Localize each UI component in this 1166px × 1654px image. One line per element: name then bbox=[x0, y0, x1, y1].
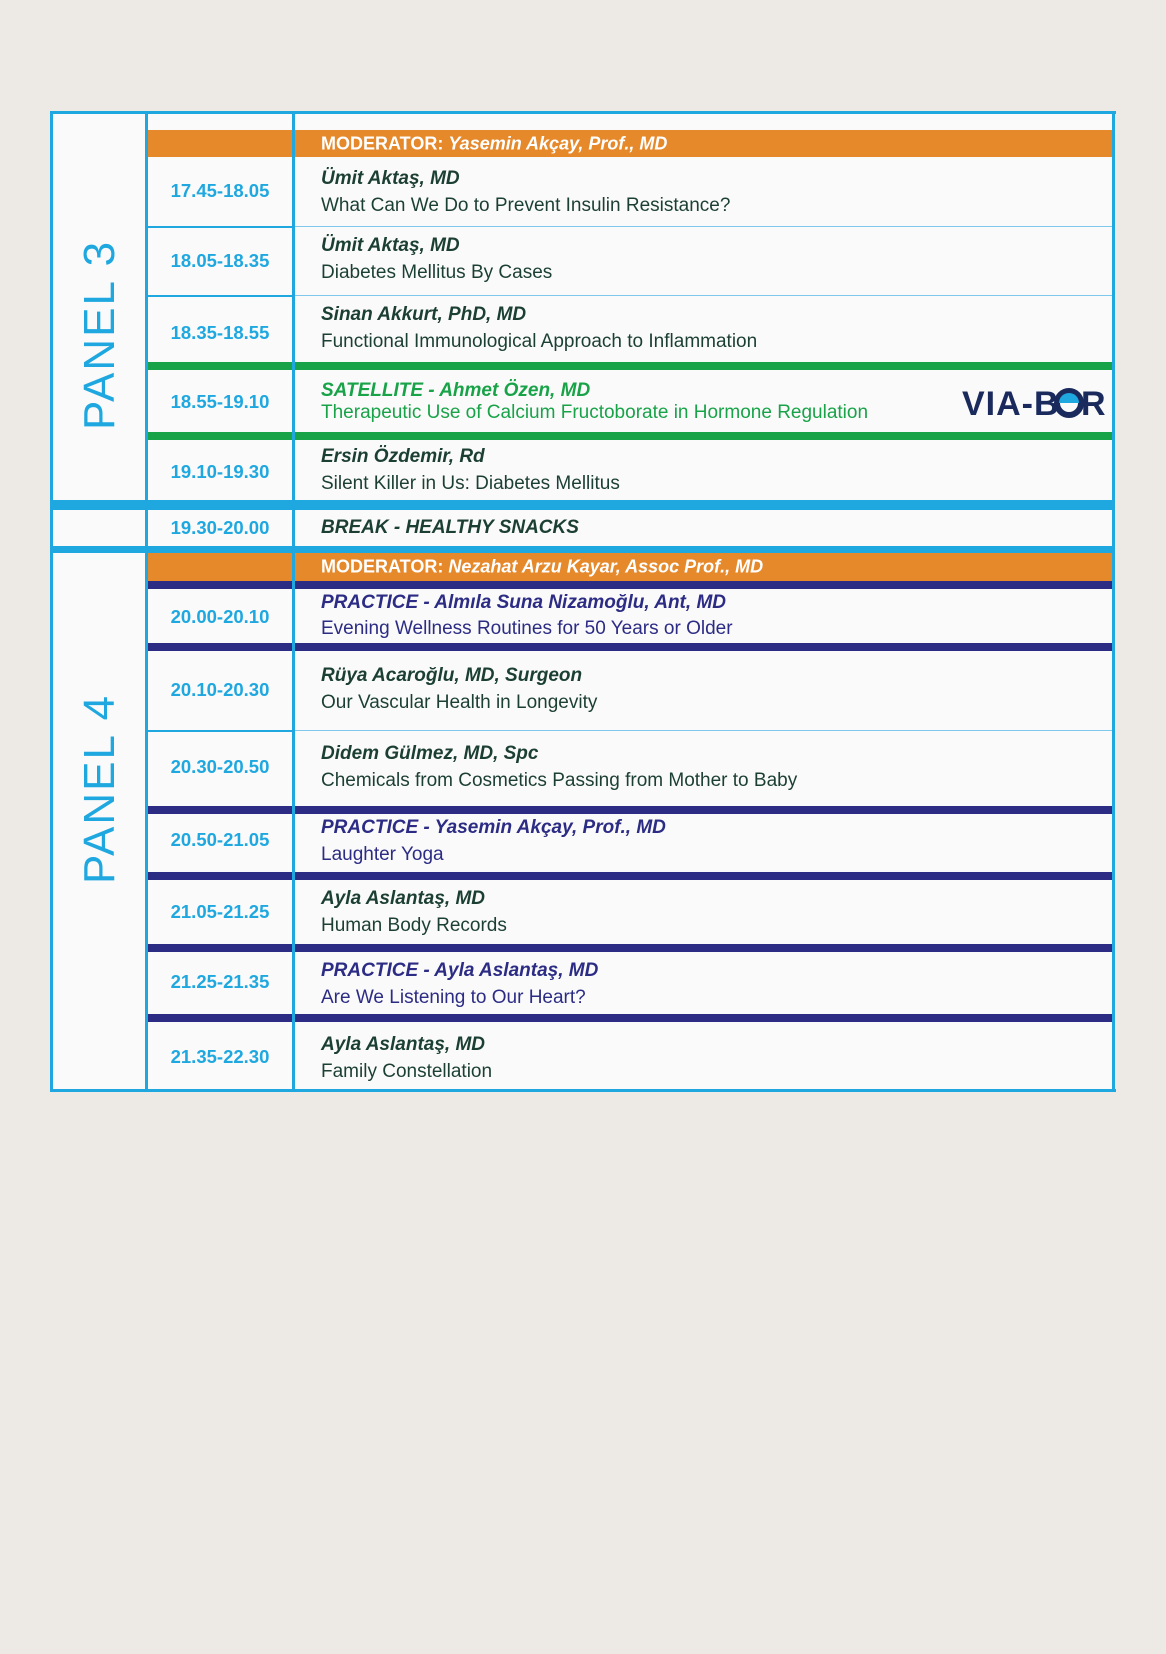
session-speaker: Ayla Aslantaş, MD bbox=[321, 1034, 486, 1055]
break-time: 19.30-20.00 bbox=[170, 517, 270, 538]
session-topic: Diabetes Mellitus By Cases bbox=[321, 262, 553, 283]
session-time: 18.55-19.10 bbox=[170, 391, 270, 412]
svg-text:R: R bbox=[1081, 385, 1106, 423]
moderator-name: Nezahat Arzu Kayar, Assoc Prof., MD bbox=[448, 556, 764, 577]
session-time: 17.45-18.05 bbox=[170, 180, 270, 201]
session-speaker: Ersin Özdemir, Rd bbox=[321, 446, 485, 467]
practice-topic: Laughter Yoga bbox=[321, 844, 444, 865]
svg-text:VIA-B: VIA-B bbox=[962, 385, 1060, 423]
time-divider bbox=[147, 226, 293, 228]
session-time: 18.05-18.35 bbox=[170, 250, 270, 271]
session-speaker: Didem Gülmez, MD, Spc bbox=[321, 743, 539, 764]
moderator-name: Yasemin Akçay, Prof., MD bbox=[448, 133, 668, 154]
session-time: 21.35-22.30 bbox=[170, 1046, 270, 1067]
row-divider bbox=[293, 295, 1113, 296]
via-bor-logo bbox=[962, 383, 1106, 423]
practice-speaker: PRACTICE - Ayla Aslantaş, MD bbox=[321, 960, 599, 981]
session-time: 18.35-18.55 bbox=[170, 322, 270, 343]
table-border-right bbox=[1112, 111, 1115, 1092]
moderator-line-panel-3 bbox=[321, 134, 667, 155]
session-topic: What Can We Do to Prevent Insulin Resistance? bbox=[321, 195, 731, 216]
session-speaker: Ümit Aktaş, MD bbox=[321, 168, 460, 189]
satellite-topic: Therapeutic Use of Calcium Fructoborate in Hormone Regulation bbox=[321, 402, 869, 423]
time-divider bbox=[147, 295, 293, 297]
session-topic: Chemicals from Cosmetics Passing from Mother to Baby bbox=[321, 770, 798, 791]
row-divider bbox=[293, 226, 1113, 227]
session-time: 20.30-20.50 bbox=[170, 756, 270, 777]
practice-topic: Are We Listening to Our Heart? bbox=[321, 987, 586, 1008]
session-time: 20.50-21.05 bbox=[170, 829, 270, 850]
time-divider bbox=[147, 730, 293, 732]
practice-topic: Evening Wellness Routines for 50 Years or Older bbox=[321, 618, 733, 639]
moderator-prefix: MODERATOR: bbox=[321, 133, 444, 154]
table-border-top bbox=[50, 111, 1116, 114]
session-speaker: Ümit Aktaş, MD bbox=[321, 235, 460, 256]
practice-speaker: PRACTICE - Yasemin Akçay, Prof., MD bbox=[321, 817, 666, 838]
session-speaker: Ayla Aslantaş, MD bbox=[321, 888, 486, 909]
session-time: 19.10-19.30 bbox=[170, 461, 270, 482]
break-band-bottom bbox=[52, 546, 1114, 553]
satellite-speaker: SATELLITE - Ahmet Özen, MD bbox=[321, 380, 591, 401]
break-band-top bbox=[52, 500, 1114, 510]
panel-4-label: PANEL 4 bbox=[75, 693, 124, 885]
session-topic: Human Body Records bbox=[321, 915, 507, 936]
panel-3-label: PANEL 3 bbox=[75, 239, 124, 431]
row-divider bbox=[293, 730, 1113, 731]
session-topic: Silent Killer in Us: Diabetes Mellitus bbox=[321, 473, 620, 494]
session-topic: Functional Immunological Approach to Inflammation bbox=[321, 331, 758, 352]
session-time: 21.05-21.25 bbox=[170, 901, 270, 922]
session-speaker: Sinan Akkurt, PhD, MD bbox=[321, 304, 527, 325]
moderator-line-panel-4 bbox=[321, 557, 763, 578]
break-label: BREAK - HEALTHY SNACKS bbox=[321, 517, 579, 538]
table-border-bottom bbox=[50, 1089, 1116, 1092]
table-border-left bbox=[50, 111, 53, 1092]
moderator-prefix: MODERATOR: bbox=[321, 556, 444, 577]
session-time: 20.00-20.10 bbox=[170, 606, 270, 627]
session-time: 20.10-20.30 bbox=[170, 679, 270, 700]
session-time: 21.25-21.35 bbox=[170, 971, 270, 992]
practice-speaker: PRACTICE - Almıla Suna Nizamoğlu, Ant, MD bbox=[321, 592, 726, 613]
session-topic: Family Constellation bbox=[321, 1061, 493, 1082]
session-speaker: Rüya Acaroğlu, MD, Surgeon bbox=[321, 665, 583, 686]
session-topic: Our Vascular Health in Longevity bbox=[321, 692, 598, 713]
